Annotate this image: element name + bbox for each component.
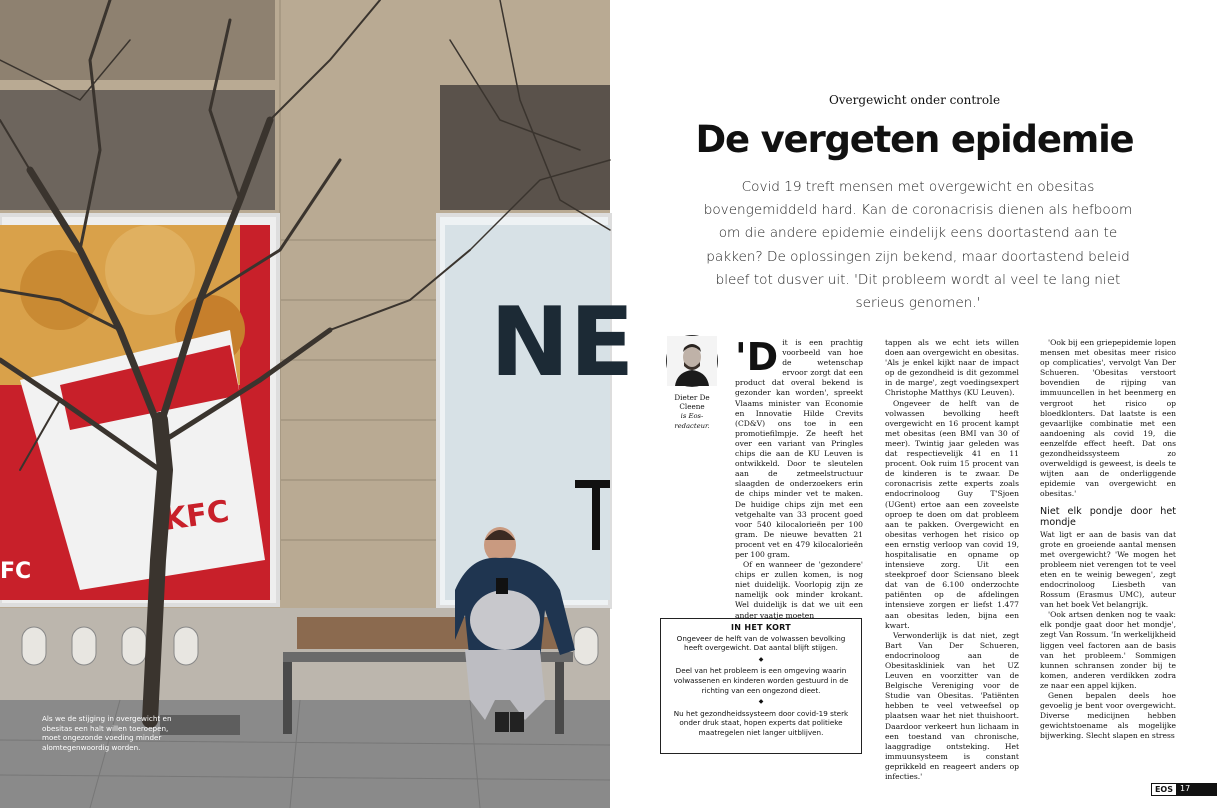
author-portrait-icon [667,336,717,386]
svg-text:FC: FC [0,559,32,584]
subheading: Niet elk pondje door het mondje [1040,505,1176,528]
page-number: 17 [1177,783,1217,796]
author-name: Dieter De Cleene [674,393,710,411]
kicker: Overgewicht onder controle [828,93,1001,107]
column-2 [885,338,1019,782]
box-title: IN HET KORT [730,623,792,632]
paragraph: Verwonderlijk is dat niet, zegt Bart Van Der Schueren, endocrinoloog aan de Obesitaskliniek van het UZ Leuven en voorzitter van de Belgische Vereniging voor de Studie van Obesitas. 'Patiënten hebben te veel vetweefsel op plaatsen waar het niet thuishoort. Daardoor verkeert hun lichaam in een toestand van chronische, laaggradige ontsteking. Het immuunsysteem is constant geprikkeld en reageert anders op infecties.' [885,630,1019,782]
column-1 [735,335,863,621]
paragraph: 'Ook bij een griepepidemie lopen mensen met obesitas meer risico op complicaties', vervolgt Van Der Schueren. 'Obesitas verstoort bovendien de rijping van immuuncellen in het beenmerg en vergroot het risico op bloedklonters. Dat laatste is een gevaarlijke combinatie met een aandoening als covid 19, die eenzelfde effect heeft. Dat ons gezondheidssysteem zo overweldigd is geweest, is deels te wijten aan de onderliggende epidemie van overgewicht en obesitas.' [1040,338,1176,499]
author-block [664,335,720,431]
page-folio [1151,783,1217,796]
lead-paragraph: Covid 19 treft mensen met overgewicht en obesitas bovengemiddeld hard. Kan de coronacrisis dienen als hefboom om die andere epidemie eindelijk eens doortastend aan te pakken? De oplossingen zijn bekend, maar doortastend beleid bleef tot dusver uit. 'Dit probleem wordt al veel te lang niet serieus genomen.' [703,179,1133,312]
column-3 [1040,338,1176,741]
in-het-kort-box [660,618,862,754]
page-title: De vergeten epidemie [695,118,1134,161]
article-page [610,0,1219,808]
box-item: Nu het gezondheidssysteem door covid-19 sterk onder druk staat, hopen experts dat politieke maatregelen niet langer uitblijven. [673,708,849,737]
diamond-icon: ◆ [758,698,764,706]
box-item: Ongeveer de helft van de volwassen bevolking heeft overgewicht. Dat aantal blijft stijgen. [676,633,846,653]
paragraph: 'Ook artsen denken nog te vaak: elk pondje gaat door het mondje', zegt Van Rossum. 'In werkelijkheid liggen veel factoren aan de basis van het probleem.' Sommigen kunnen schransen zonder bij te komen, anderen verdikken zodra ze naar een appel kijken. [1040,610,1176,690]
box-item: Deel van het probleem is een omgeving waarin volwassenen en kinderen worden gestuurd in de richting van een ongezond dieet. [673,666,849,695]
window-sign-text: NE [490,288,635,398]
paragraph: Ongeveer de helft van de volwassen bevolking heeft overgewicht en 16 procent kampt met obesitas (een BMI van 30 of meer). Twintig jaar geleden was dat respectievelijk 41 en 11 procent. Ook ruim 15 procent van de kinderen is te zwaar. De coronacrisis zette experts zoals endocrinoloog Guy T'Sjoen (UGent) ertoe aan een zoveelste oproep te doen om dat probleem aan te pakken. Overgewicht en obesitas verhogen het risico op een ernstig verloop van covid 19, hospitalisatie en opname op intensieve zorg. Uit een steekproef door Sciensano bleek dat van de 6.100 onderzochte patiënten op de afdelingen intensieve zorgen er liefst 1.477 aan obesitas leden, bijna een kwart. [885,398,1019,630]
paragraph: tappen als we echt iets willen doen aan overgewicht en obesitas. 'Als je enkel kijkt naar de impact op de gezondheid is dit gezommel in de marge', zegt voedingsexpert Christophe Matthys (KU Leuven). [885,338,1019,398]
drop-cap: 'D [735,335,779,379]
photo-caption: Als we de stijging in overgewicht en obesitas een halt willen toeroepen, moet ongezonde voeding minder alomtegenwoordig worden. [42,714,172,752]
paragraph: Wat ligt er aan de basis van dat grote en groeiende aantal mensen met overgewicht? 'We mogen het probleem niet verengen tot te veel eten en te weinig bewegen', zegt endocrinoloog Liesbeth van Rossum (Erasmus UMC), auteur van het boek Vet belangrijk. [1040,529,1176,610]
paragraph: Genen bepalen deels hoe gevoelig je bent voor overgewicht. Diverse medicijnen hebben gewichtstoename als mogelijke bijwerking. Slecht slapen en stress [1040,691,1176,741]
kfc-logo-text: KFC [161,494,232,538]
diamond-icon: ◆ [758,655,764,663]
paragraph: it is een prachtig voorbeeld van hoe de wetenschap ervoor zorgt dat een product dat overal bekend is gezonder kan worden', spreekt Vlaams minister van Economie en Innovatie Hilde Crevits (CD&V) ons toe in een promotiefilmpje. Ze heeft het over een variant van Pringles chips die aan de KU Leuven is ontwikkeld. Door te sleutelen aan de zetmeelstructuur slaagden de onderzoekers erin de chips minder vet te maken. De huidige chips zijn met een vetgehalte van 33 procent goed voor 540 kilocalorieën per 100 gram. De nieuwe bevatten 21 procent vet en 479 kilocalorieën per 100 gram. [735,338,863,559]
author-role: is Eos-redacteur. [674,412,710,430]
paragraph: Of en wanneer de 'gezondere' chips er zullen komen, is nog niet duidelijk. Voorlopig zijn ze namelijk ook minder krokant. Wel duidelijk is dat we uit een ander vaatje moeten [735,560,863,620]
author-avatar [666,335,718,387]
magazine-name: EOS [1151,783,1177,796]
